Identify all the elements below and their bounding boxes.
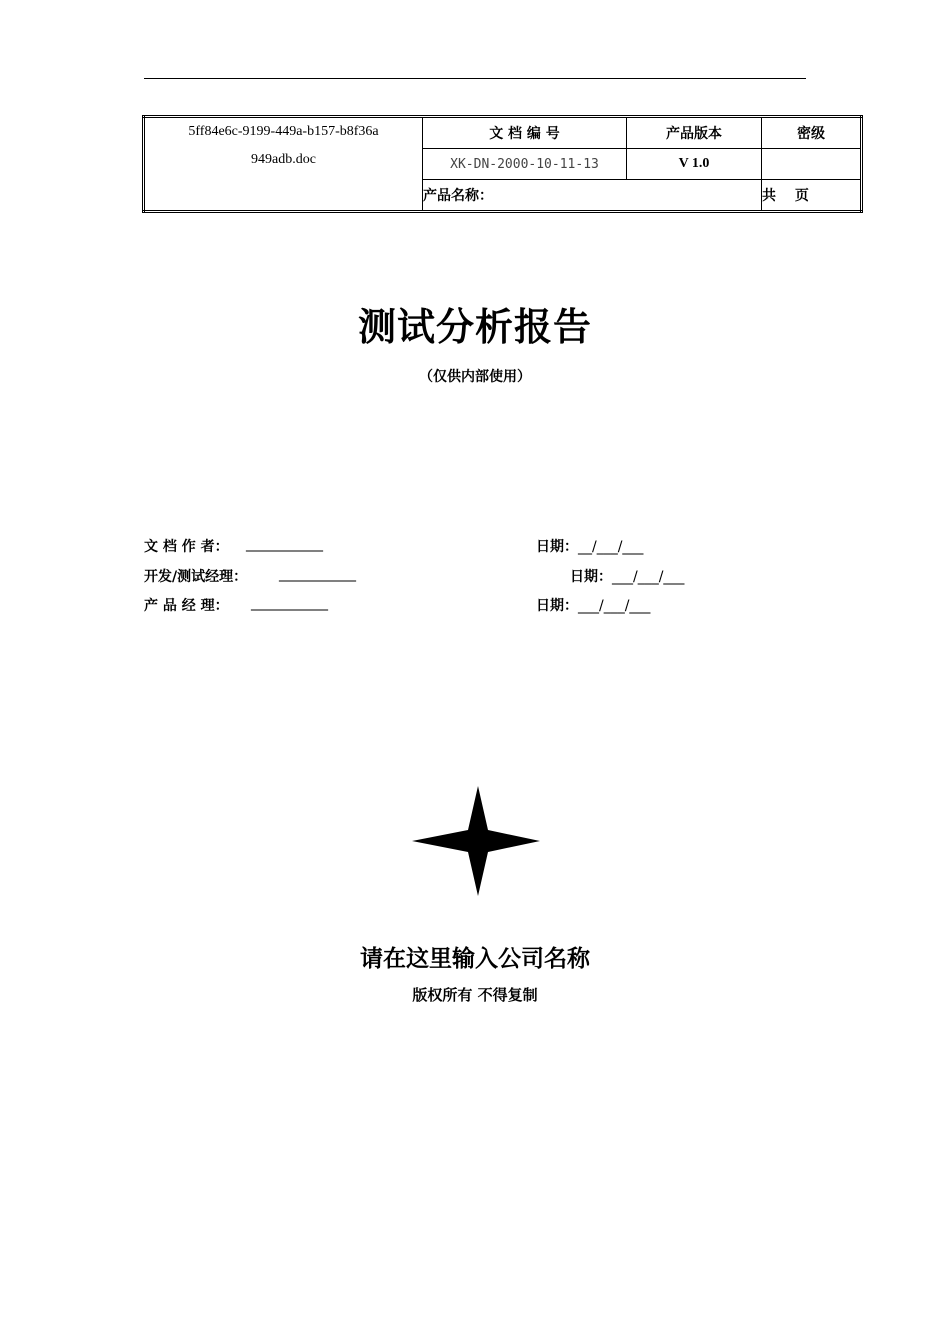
top-rule [144, 78, 806, 79]
author-role-label: 文 档 作 者： [144, 539, 229, 555]
manager-date [570, 566, 684, 586]
product-name-label: 产品名称： [423, 180, 762, 212]
product-manager-signature-line: ___________ [251, 595, 328, 611]
pages-label: 共 页 [762, 180, 862, 212]
document-title: 测试分析报告 [357, 305, 592, 349]
security-label: 密级 [762, 117, 862, 149]
author-signature-line: ___________ [246, 536, 323, 552]
manager-role [144, 566, 247, 586]
product-manager-role-label: 产 品 经 理： [144, 598, 229, 614]
manager-role-label: 开发/测试经理： [144, 569, 248, 585]
filename: 5ff84e6c-9199-449a-b157-b8f36a949adb.doc [188, 124, 379, 167]
product-version-label: 产品版本 [627, 117, 762, 149]
manager-date-label: 日期： [570, 569, 612, 585]
product-version-value: V 1.0 [627, 149, 762, 180]
product-manager-line [251, 595, 328, 611]
product-manager-date-label: 日期： [536, 598, 578, 614]
document-subtitle: （仅供内部使用） [419, 369, 531, 385]
product-manager-role [144, 595, 229, 615]
filename-cell [144, 117, 423, 212]
security-value [762, 149, 862, 180]
company-name: 请在这里输入公司名称 [360, 946, 590, 972]
author-date-blank: __/___/___ [578, 539, 644, 555]
author-line [246, 536, 323, 552]
product-manager-date-blank: ___/___/___ [578, 598, 651, 614]
manager-line [279, 566, 356, 582]
author-date [536, 536, 643, 556]
four-point-star-icon [410, 786, 542, 896]
author-date-label: 日期： [536, 539, 578, 555]
product-manager-date [536, 595, 650, 615]
author-role [144, 536, 229, 556]
copyright-notice: 版权所有 不得复制 [412, 986, 538, 1004]
manager-signature-line: ___________ [279, 566, 356, 582]
doc-number-label: 文 档 编 号 [423, 117, 627, 149]
manager-date-blank: ___/___/___ [612, 569, 685, 585]
doc-number-value: XK-DN-2000-10-11-13 [423, 149, 627, 180]
document-info-table [142, 115, 863, 213]
